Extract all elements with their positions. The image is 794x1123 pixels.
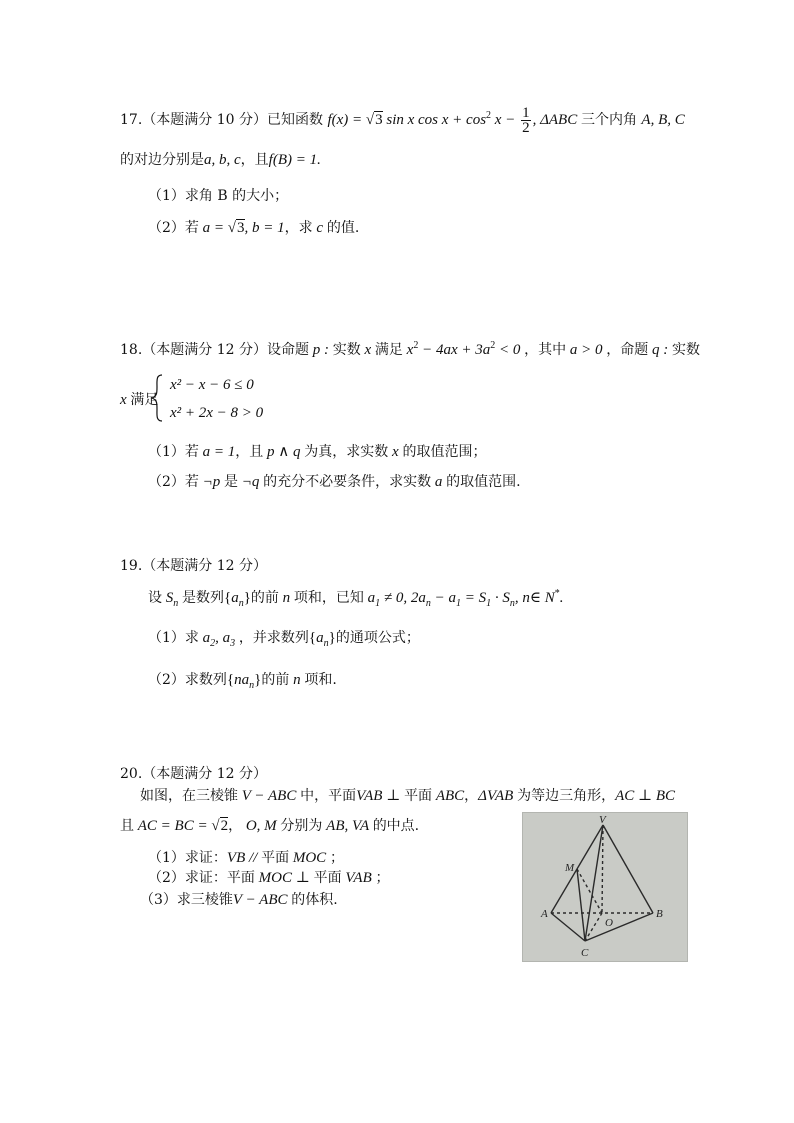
problem-17-line-2 — [120, 150, 321, 170]
text: 平面 — [261, 850, 290, 866]
text: 实数 — [671, 342, 700, 358]
label-c: C — [581, 947, 589, 959]
problem-18-part-2: （2）若 ¬p 是 ¬q 的充分不必要条件，求实数 a 的取值范围. — [148, 474, 521, 490]
problem-number: 20. — [120, 766, 143, 782]
text: 如图，在三棱锥 — [140, 788, 238, 804]
text: 的值. — [326, 220, 360, 236]
problem-17-part-2: （2）若 a = √3, b = 1，求 c 的值. — [148, 220, 360, 236]
text: （2）求证：平面 — [148, 870, 255, 886]
label-b: B — [656, 908, 663, 920]
text: 的对边分别是 — [120, 152, 204, 168]
text: ，并求数列 — [238, 630, 309, 646]
text: 设 — [148, 590, 162, 606]
text: 满足 — [374, 342, 403, 358]
text: 为等边三角形， — [517, 788, 616, 804]
problem-number: 19. — [120, 558, 143, 574]
text: 实数 — [332, 342, 361, 358]
text: ，求 — [284, 220, 313, 236]
text: 平面 — [404, 788, 433, 804]
text: ， — [228, 818, 243, 834]
text: （2）求数列 — [148, 672, 227, 688]
text: ，命题 — [606, 342, 649, 358]
text: ； — [329, 850, 344, 866]
text: 的充分不必要条件，求实数 — [263, 474, 432, 490]
text: （1）求 — [148, 630, 199, 646]
text: （3）求三棱锥 — [140, 892, 233, 908]
text: 为真，求实数 — [304, 444, 389, 460]
problem-18-sys-label: x 满足 — [120, 392, 159, 408]
text: ，且 — [240, 152, 269, 168]
text: （1）若 — [148, 444, 199, 460]
tetrahedron-diagram — [523, 813, 687, 961]
problem-20-part-1: （1）求证：VB // 平面 MOC ； — [148, 850, 344, 866]
text: 的体积. — [291, 892, 338, 908]
text: ，且 — [235, 444, 264, 460]
text: 平面 — [313, 870, 342, 886]
problem-19-line-1 — [120, 556, 267, 576]
label-a: A — [541, 908, 548, 920]
system-eq-1: x² − x − 6 ≤ 0 — [170, 377, 254, 393]
text: 满足 — [130, 392, 159, 408]
text: 分别为 — [280, 818, 323, 834]
text: ； — [375, 870, 390, 886]
problem-17-part-1: （1）求角 B 的大小； — [148, 188, 289, 204]
problem-20-part-3: （3）求三棱锥V − ABC 的体积. — [140, 892, 338, 908]
text: 的前 — [261, 672, 290, 688]
text: 的中点. — [372, 818, 420, 834]
text: 的前 — [250, 590, 279, 606]
label-o: O — [605, 917, 613, 929]
problem-20-statement: 如图，在三棱锥 V − ABC 中，平面VAB ⊥ 平面 ABC，ΔVAB 为等边三角形，AC ⊥ BC — [140, 788, 676, 804]
problem-18-part-1: （1）若 a = 1，且 p ∧ q 为真，求实数 x 的取值范围； — [148, 444, 487, 460]
text: ，其中 — [524, 342, 567, 358]
problem-19-part-1: （1）求 $a_2$, $a_3$ ，并求数列$\{a_n\}$的通项公式； — [148, 630, 420, 649]
problem-19-part-2: （2）求数列$\{na_n\}$的前 n 项和. — [148, 672, 337, 691]
text: 是 — [224, 474, 239, 490]
sides: a, b, c — [204, 152, 241, 168]
problem-20-line-2: 且 AC = BC = √2， O, M 分别为 AB, VA 的中点. — [120, 818, 420, 834]
text: （2）若 — [148, 220, 199, 236]
problem-18-line-1: 18.（本题满分 12 分）设命题 p : 实数 x 满足 $x^2 - 4ax + 3a^2 < 0$ ，其中 a > 0 ，命题 q : 实数 — [120, 340, 700, 358]
text: 项和，已知 — [293, 590, 364, 606]
text: 且 — [120, 818, 134, 834]
problem-number: 17. — [120, 111, 143, 128]
given: a = √3, b = 1 — [198, 220, 285, 236]
text: 的取值范围； — [402, 444, 487, 460]
text: 是数列 — [182, 590, 224, 606]
text: （1）求证： — [148, 850, 227, 866]
func-tail: 三个内角 — [580, 111, 637, 128]
text: （本题满分 12 分）设命题 — [142, 342, 309, 358]
text: （本题满分 12 分） — [142, 766, 267, 782]
problem-17-line-1 — [120, 106, 685, 135]
text: ， — [464, 788, 479, 804]
text: 中，平面 — [300, 788, 357, 804]
problem-header: （本题满分 10 分）已知函数 — [142, 111, 323, 128]
angles: A, B, C — [641, 111, 685, 128]
text: 项和. — [304, 672, 337, 688]
label-m: M — [565, 862, 575, 874]
function-formula: f(x) = √3 sin x $\cos x + \cos^2 x$ − $\frac{1}{2}$ , ΔABC — [327, 105, 581, 136]
problem-20-part-2: （2）求证：平面 MOC ⊥ 平面 VAB ； — [148, 870, 390, 886]
brace-icon — [148, 373, 170, 423]
problem-20-line-1 — [120, 764, 267, 784]
problem-19-statement: 设 $S_n$ 是数列$\{a_n\}$的前 n 项和，已知 $a_1 \ne 0$, $2a_n - a_1 = S_1 \cdot S_n$, n∈ N*. — [148, 588, 564, 609]
text: （本题满分 12 分） — [142, 558, 267, 574]
problem-number: 18. — [120, 342, 143, 358]
system-eq-2: x² + 2x − 8 > 0 — [170, 405, 264, 421]
text: （2）若 — [148, 474, 199, 490]
tetrahedron-figure — [522, 812, 688, 962]
text: 的通项公式； — [335, 630, 420, 646]
text: 的取值范围. — [446, 474, 521, 490]
label-v: V — [599, 814, 606, 826]
condition: f(B) = 1. — [268, 152, 321, 168]
